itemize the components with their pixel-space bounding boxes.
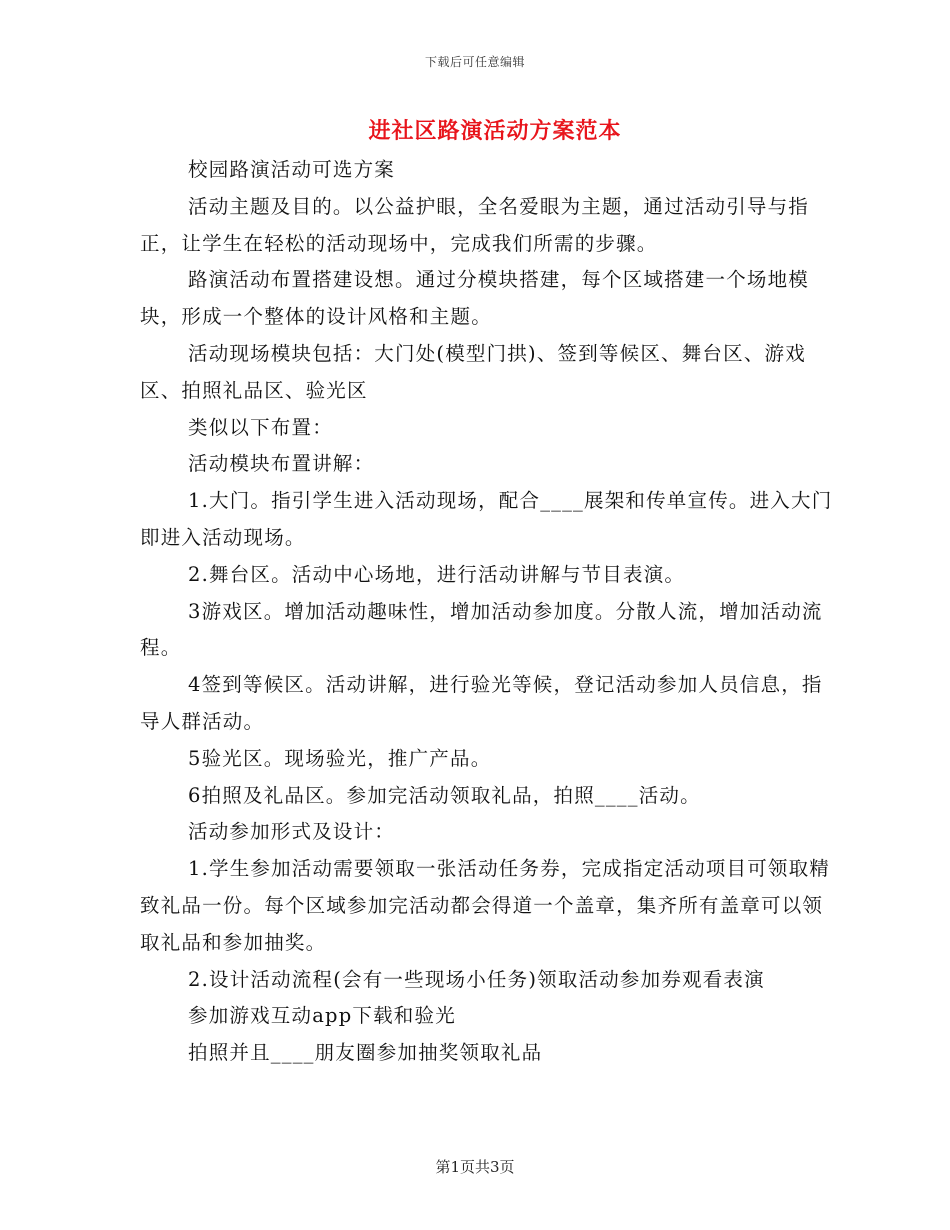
document-body (140, 152, 836, 1072)
paragraph-item-gate: 1.大门。指引学生进入活动现场，配合____展架和传单宣传。进入大门即进入活动现场。 (140, 489, 833, 549)
paragraph-participation-heading: 活动参加形式及设计： (188, 820, 396, 844)
paragraph-item-game: 3游戏区。增加活动趣味性，增加活动参加度。分散人流，增加活动流程。 (140, 599, 823, 660)
paragraph-setup: 路演活动布置搭建设想。通过分模块搭建，每个区域搭建一个场地模块，形成一个整体的设计风格和主题。 (140, 268, 810, 329)
paragraph-flow-line-2: 参加游戏互动app下载和验光 (188, 1004, 456, 1028)
paragraph-participation-2: 2.设计活动流程(会有一些现场小任务)领取活动参加券观看表演 (188, 967, 765, 991)
paragraph-theme: 活动主题及目的。以公益护眼，全名爱眼为主题，通过活动引导与指正，让学生在轻松的活动现场中，完成我们所需的步骤。 (140, 194, 810, 255)
paragraph-flow-line-3: 拍照并且____朋友圈参加抽奖领取礼品 (188, 1041, 543, 1065)
page-header-note: 下载后可任意编辑 (424, 55, 525, 69)
document-title: 进社区路演活动方案范本 (368, 118, 622, 144)
paragraph-intro: 校园路演活动可选方案 (188, 158, 396, 181)
paragraph-modules: 活动现场模块包括：大门处(模型门拱)、签到等候区、舞台区、游戏区、拍照礼品区、验光区 (140, 341, 806, 402)
paragraph-item-photo: 6拍照及礼品区。参加完活动领取礼品，拍照____活动。 (188, 783, 701, 807)
page-number: 第1页共3页 (435, 1158, 515, 1176)
paragraph-participation-1: 1.学生参加活动需要领取一张活动任务券，完成指定活动项目可领取精致礼品一份。每个区域参加完活动都会得道一个盖章，集齐所有盖章可以领取礼品和参加抽奖。 (140, 857, 831, 954)
paragraph-layout-note: 类似以下布置： (188, 415, 333, 439)
paragraph-item-optometry: 5验光区。现场验光，推广产品。 (188, 746, 492, 770)
paragraph-item-stage: 2.舞台区。活动中心场地，进行活动讲解与节目表演。 (188, 562, 686, 586)
paragraph-item-signin: 4签到等候区。活动讲解，进行验光等候，登记活动参加人员信息，指导人群活动。 (140, 673, 823, 733)
paragraph-module-heading: 活动模块布置讲解： (188, 452, 375, 476)
